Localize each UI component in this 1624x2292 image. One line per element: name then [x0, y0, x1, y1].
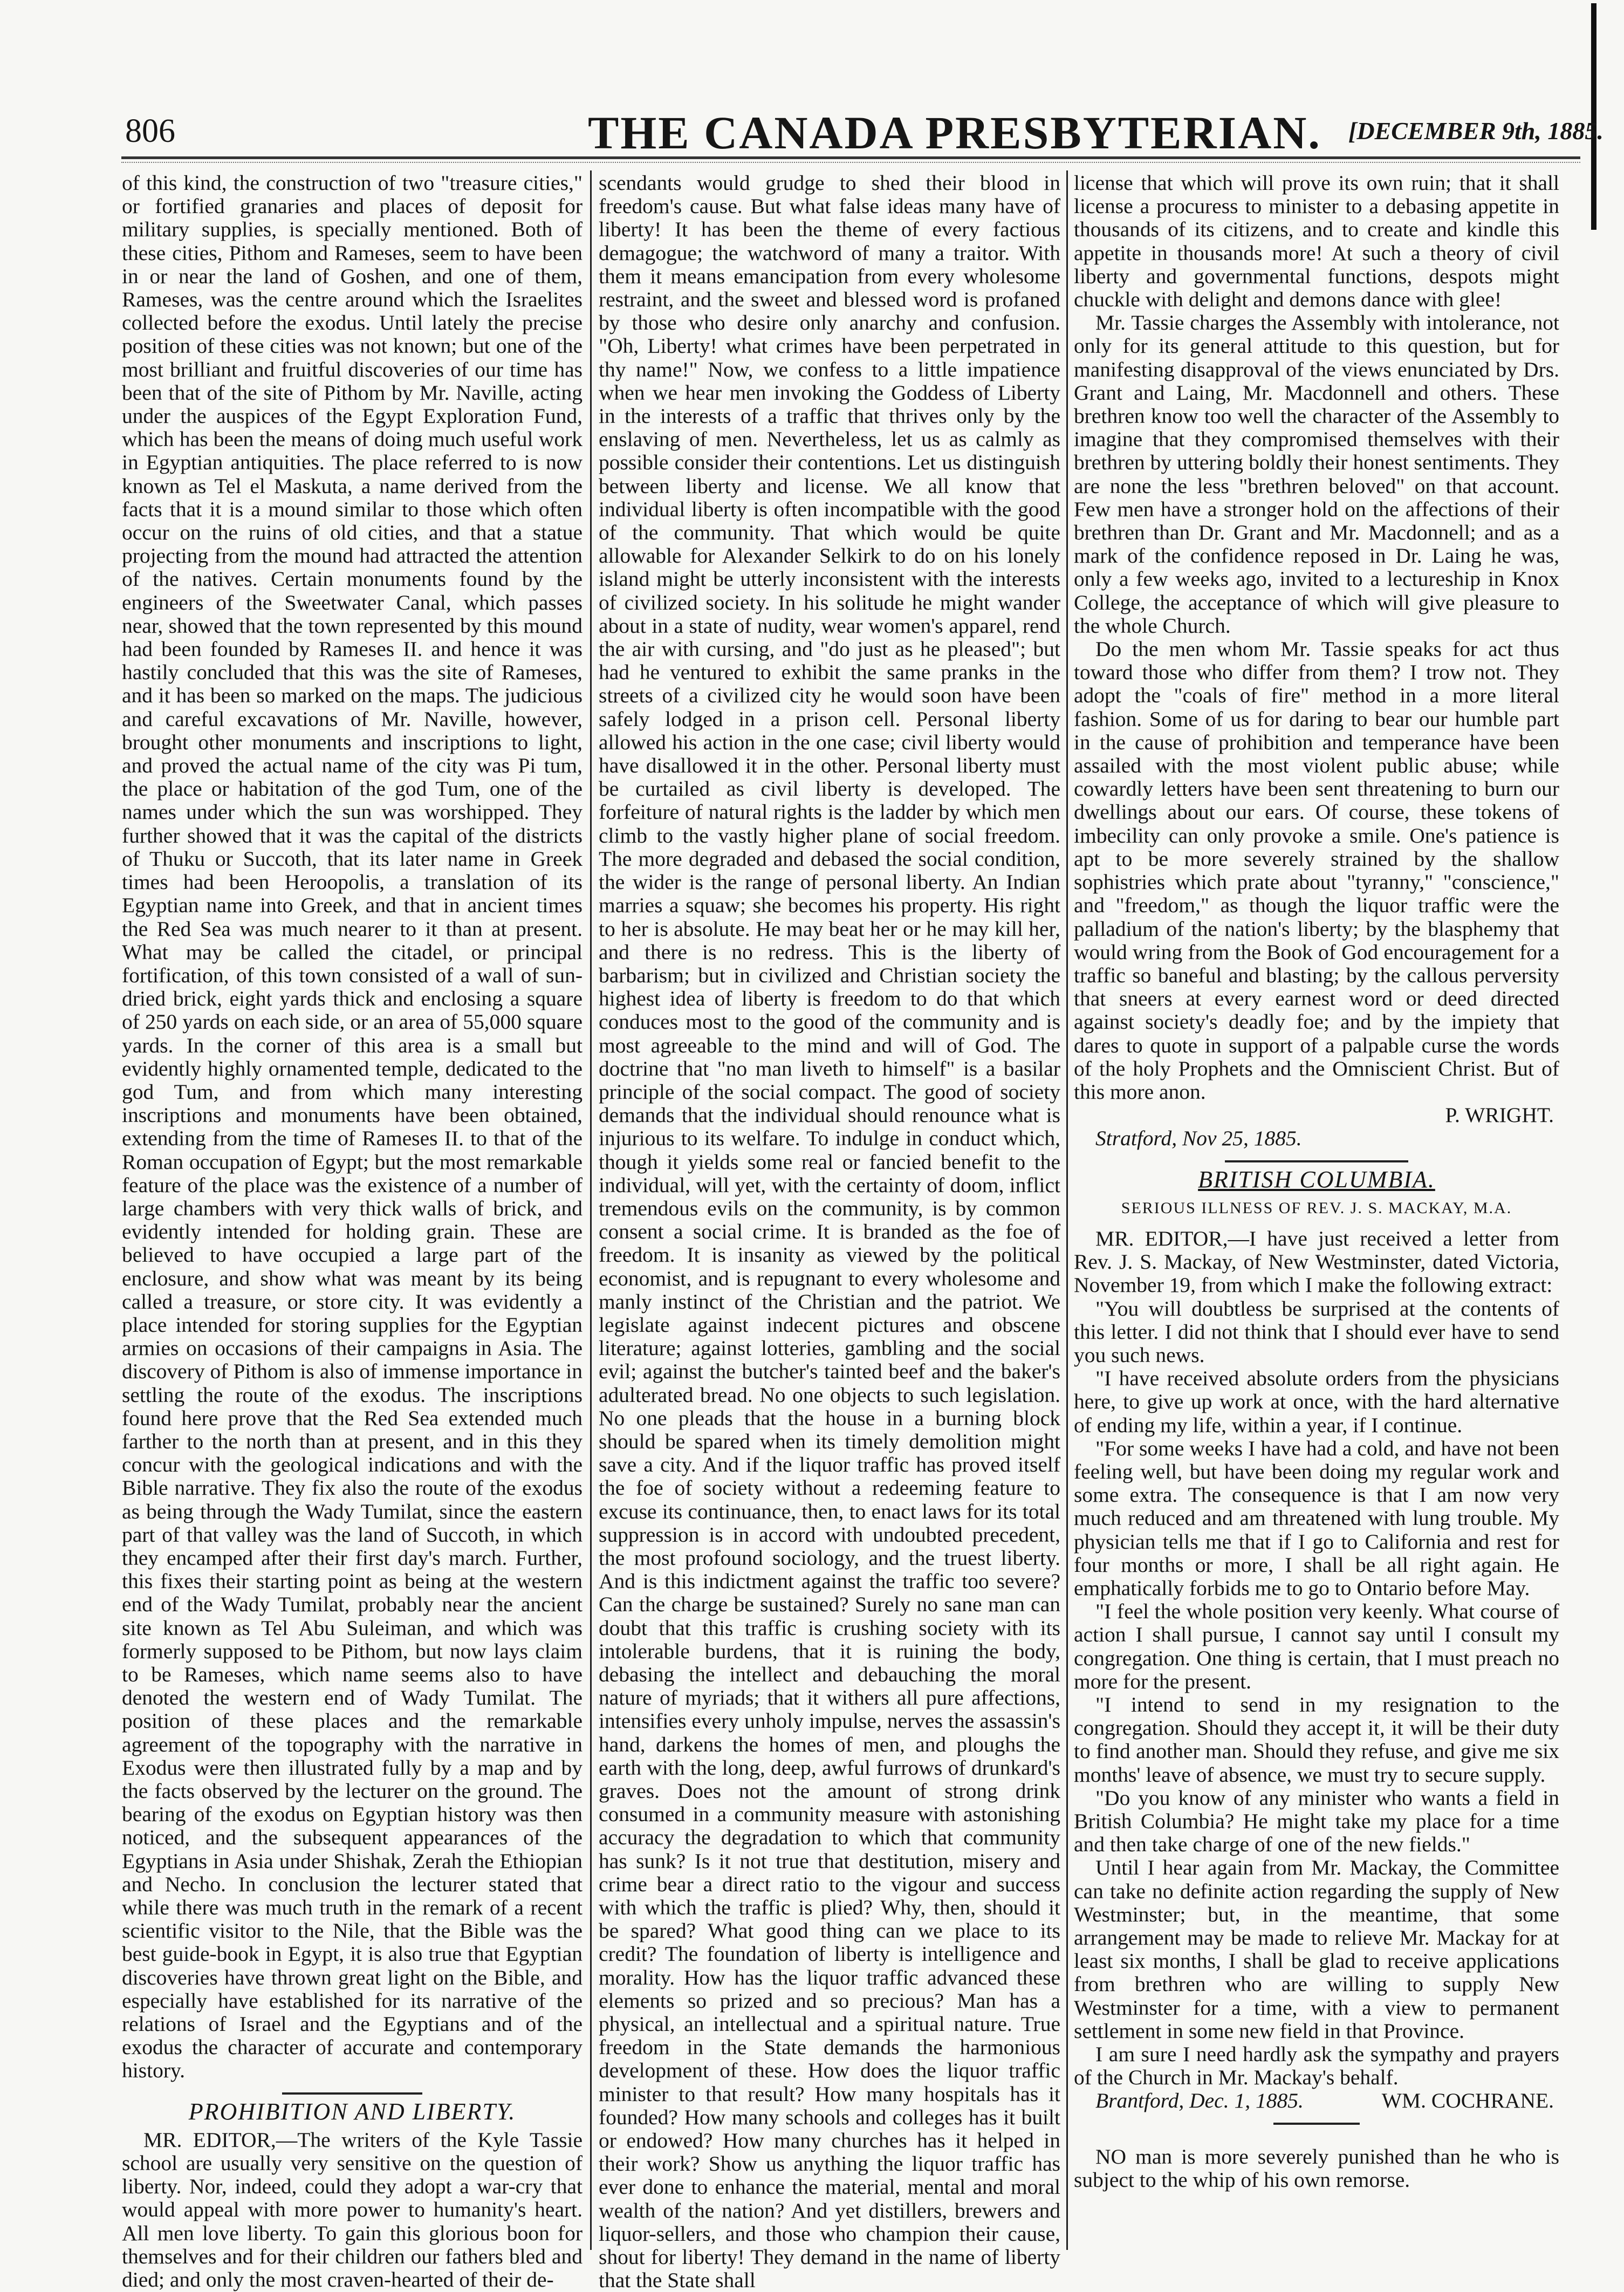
- signature-wright: P. WRIGHT.: [1445, 1103, 1554, 1127]
- signature-cochrane: WM. COCHRANE.: [1381, 2089, 1554, 2113]
- letter-quote: "For some weeks I have had a cold, and have not been feeling well, but have been doing my regular work and some extra. The consequence is that I am now very much reduced and am threatened with lung trouble. My physician tells me that if I go to California and rest for four months or more, I shall be all right again. He emphatically forbids me to go to Ontario before May.: [1074, 1436, 1559, 1600]
- section-rule: [282, 2092, 422, 2095]
- letter-quote: "You will doubtless be surprised at the contents of this letter. I did not think that I should ever have to send you such news.: [1074, 1296, 1559, 1367]
- prohibition-letter-continued: scendants would grudge to shed their blood in freedom's cause. But what false ideas many have of liberty! It has been the theme of every factious demagogue; the watchword of many a traitor. With them it means emancipation from every wholesome restraint, and the sweet and blessed word is profaned by those who desire only anarchy and confusion. "Oh, Liberty! what crimes have been perpetrated in thy name!" Now, we confess to a little impatience when we hear men invoking the Goddess of Liberty in the interests of a traffic that thrives only by the enslaving of men. Nevertheless, let us as calmly as possible consider their contentions. Let us distinguish between liberty and license. We all know that individual liberty is often incompatible with the good of the community. That which would be quite allowable for Alexander Selkirk to do on his lonely island might be utterly inconsistent with the interests of civilized society. In his solitude he might wander about in a state of nudity, wear women's apparel, rend the air with cursing, and "do just as he pleased"; but had he ventured to exhibit the same pranks in the streets of a civilized city he would soon have been safely lodged in a prison cell. Personal liberty allowed his action in the one case; civil liberty would have disallowed it in the other. Personal liberty must be curtailed as civil liberty is developed. The forfeiture of natural rights is the ladder by which men climb to the vastly higher plane of social freedom. The more degraded and debased the social condition, the wider is the range of personal liberty. An Indian marries a squaw; she becomes his property. His right to her is absolute. He may beat her or he may kill her, and there is no redress. This is the liberty of barbarism; but in civilized and Christian society the highest idea of liberty is freedom to do that which conduces most to the good of the community and is most agreeable to the mind and will of God. The doctrine that "no man liveth to himself" is a basilar principle of the social compact. The good of society demands that the individual should renounce what is injurious to its welfare. To indulge in conduct which, though it yields some real or fancied benefit to the individual, will yet, with the certainty of doom, inflict tremendous evils on the community, is by common consent a social crime. It is branded as the foe of freedom. It is insanity as viewed by the political economist, and is repugnant to every wholesome and manly instinct of the Christian and the patriot. We legislate against indecent pictures and obscene literature; against lotteries, gambling and the social evil; against the butcher's tainted beef and the baker's adulterated bread. No one objects to such legislation. No one pleads that the house in a burning block should be spared when its timely demolition might save a city. And if the liquor traffic has proved itself the foe of society without a redeeming feature to excuse its continuance, then, to enact laws for its total suppression is in accord with undoubted precedent, the most profound sociology, and the truest liberty. And is this indictment against the traffic too severe? Can the charge be sustained? Surely no sane man can doubt that this traffic is crushing society with its intolerable burdens, that it is ruining the body, debasing the intellect and debauching the moral nature of myriads; that it withers all pure affections, intensifies every unholy impulse, nerves the assassin's hand, darkens the homes of men, and ploughs the earth with the long, deep, awful furrows of drunkard's graves. Does not the amount of strong drink consumed in a community measure with astonishing accuracy the degradation to which that community has sunk? Is it not true that destitution, misery and crime bear a direct ratio to the vigour and success with which the traffic is plied? Why, then, should it be spared? What good thing can we place to its credit? The foundation of liberty is intelligence and morality. How has the liquor traffic advanced these elements so prized and so precious? Man has a physical, an intellectual and a spiritual nature. True freedom in the State demands the harmonious development of these. How does the liquor traffic minister to that result? How many hospitals has it founded? How many schools and colleges has it built or endowed? How many churches has it helped in their work? Show us anything the liquor traffic has ever done to enhance the material, mental and moral wealth of the nation? And yet distillers, brewers and liquor-sellers, and those who champion their cause, shout for liberty! They demand in the name of liberty that the State shall: [599, 171, 1060, 2292]
- prohibition-paragraph-coals: Do the men whom Mr. Tassie speaks for act thus toward those who differ from them? I trow not. They adopt the "coals of fire" method in a more literal fashion. Some of us for daring to bear our humble part in the cause of prohibition and temperance have been assailed with the most violent public abuse; while cowardly letters have been sent threatening to burn our dwellings about our ears. Of course, these tokens of imbecility can only provoke a smile. One's patience is apt to be more severely strained by the shallow sophistries which prate about "tyranny," "conscience," and "freedom," as though the liquor traffic were the palladium of the nation's liberty; by the blasphemy that would wring from the Book of God encouragement for a traffic so baneful and blasting; by the callous perversity that sneers at every earnest word or deed directed against society's deadly foe; and by the impiety that dares to quote in support of a palpable curse the words of the holy Prophets and the Omniscient Christ. But of this more anon.: [1074, 637, 1559, 1104]
- column-3: [1074, 172, 1559, 2248]
- section-rule: [1273, 2123, 1360, 2125]
- letter-paragraph: I am sure I need hardly ask the sympathy and prayers of the Church in Mr. Mackay's behalf.: [1074, 2042, 1559, 2090]
- prohibition-letter-end: license that which will prove its own ruin; that it shall license a procuress to minister to a debasing appetite in thousands of its citizens, and to create and kindle this appetite in thousands more! At such a theory of civil liberty and governmental functions, despots might chuckle with delight and demons dance with glee!: [1074, 171, 1559, 312]
- section-rule: [1225, 1160, 1408, 1162]
- dateline-stratford: Stratford, Nov 25, 1885.: [1095, 1126, 1302, 1151]
- issue-date: [DECEMBER 9th, 1885.: [1348, 117, 1604, 145]
- dateline-signature-row: [1074, 2089, 1559, 2112]
- letter-quote: "I intend to send in my resignation to the congregation. Should they accept it, it will be their duty to find another man. Should they refuse, and give me six months' leave of absence, we must try to secure supply.: [1074, 1693, 1559, 1787]
- prohibition-paragraph-tassie: Mr. Tassie charges the Assembly with intolerance, not only for its general attitude to this question, but for manifesting disapproval of the views enunciated by Drs. Grant and Laing, Mr. Macdonnell and others. These brethren know too well the character of the Assembly to imagine that they compromised themselves with their brethren by uttering boldly their honest sentiments. They are none the less "brethren beloved" on that account. Few men have a stronger hold on the affections of their brethren than Dr. Grant and Mr. Macdonnell; and as a mark of the confidence reposed in Dr. Laing he was, only a few weeks ago, invited to a lectureship in Knox College, the acceptance of which will give pleasure to the whole Church.: [1074, 311, 1559, 638]
- section-title-british-columbia: BRITISH COLUMBIA.: [1198, 1166, 1435, 1193]
- section-subtitle-mackay: SERIOUS ILLNESS OF REV. J. S. MACKAY, M.A.: [1121, 1199, 1512, 1217]
- letter-quote: "I feel the whole position very keenly. What course of action I shall pursue, I cannot say until I consult my congregation. One thing is certain, that I must preach no more for the present.: [1074, 1599, 1559, 1693]
- prohibition-letter-opening: MR. EDITOR,—The writers of the Kyle Tassie school are usually very sensitive on the question of liberty. Nor, indeed, could they adopt a war-cry that would appeal with more power to humanity's heart. All men love liberty. To gain this glorious boon for themselves and for their children our fathers bled and died; and only the most craven-hearted of their de-: [122, 2127, 583, 2292]
- proverb-remorse: NO man is more severely punished than he who is subject to the whip of his own remorse.: [1074, 2144, 1559, 2192]
- letter-quote: "I have received absolute orders from the physicians here, to give up work at once, with the hard alternative of ending my life, within a year, if I continue.: [1074, 1366, 1559, 1437]
- dateline-brantford: Brantford, Dec. 1, 1885.: [1095, 2089, 1304, 2113]
- letter-quote: "Do you know of any minister who wants a field in British Columbia? He might take my place for a time and then take charge of one of the new fields.": [1074, 1785, 1559, 1857]
- masthead-title: THE CANADA PRESBYTERIAN.: [588, 107, 1321, 159]
- column-1: [122, 171, 583, 2292]
- section-title-prohibition: PROHIBITION AND LIBERTY.: [188, 2098, 516, 2125]
- page-number: 806: [125, 113, 175, 149]
- column-divider-1: [590, 170, 592, 2250]
- letter-intro: MR. EDITOR,—I have just received a letter from Rev. J. S. Mackay, of New Westminster, dated Victoria, November 19, from which I make the following extract:: [1074, 1226, 1559, 1297]
- pithom-article-text: of this kind, the construction of two "treasure cities," or fortified granaries and places of deposit for military supplies, is specially mentioned. Both of these cities, Pithom and Rameses, seem to have been in or near the land of Goshen, and one of them, Rameses, was the centre around which the Israelites collected before the exodus. Until lately the precise position of these cities was not known; but one of the most brilliant and fruitful discoveries of our time has been that of the site of Pithom by Mr. Naville, acting under the auspices of the Egypt Exploration Fund, which has been the means of doing much useful work in Egyptian antiquities. The place referred to is now known as Tel el Maskuta, a name derived from the facts that it is a mound similar to those which often occur on the ruins of old cities, and that a statue projecting from the mound had attracted the attention of the natives. Certain monuments found by the engineers of the Sweetwater Canal, which passes near, showed that the town represented by this mound had been founded by Rameses II. and hence it was hastily concluded that this was the site of Rameses, and it has been so marked on the maps. The judicious and careful excavations of Mr. Naville, however, brought other monuments and inscriptions to light, and proved the actual name of the city was Pi tum, the place or habitation of the god Tum, one of the names under which the sun was worshipped. They further showed that it was the capital of the districts of Thuku or Succoth, that its later name in Greek times had been Heroopolis, a translation of its Egyptian name into Greek, and that in ancient times the Red Sea was much nearer to it than at present. What may be called the citadel, or principal fortification, of this town consisted of a wall of sun-dried brick, eight yards thick and enclosing a square of 250 yards on each side, or an area of 55,000 square yards. In the corner of this area is a small but evidently highly ornamented temple, dedicated to the god Tum, and from which many interesting inscriptions and monuments have been obtained, extending from the time of Rameses II. to that of the Roman occupation of Egypt; but the most remarkable feature of the place was the existence of a number of large chambers with very thick walls of brick, and evidently intended for holding grain. These are believed to have occupied a large part of the enclosure, and show what was meant by its being called a treasure, or store city. It was evidently a place intended for storing supplies for the Egyptian armies on occasions of their campaigns in Asia. The discovery of Pithom is also of immense importance in settling the route of the exodus. The inscriptions found here prove that the Red Sea extended much farther to the north than at present, and in this they concur with the geological indications and with the Bible narrative. They fix also the route of the exodus as being through the Wady Tumilat, since the eastern part of that valley was the land of Succoth, in which they encamped after their first day's march. Further, this fixes their starting point as being at the western end of the Wady Tumilat, probably near the ancient site known as Tel Abu Suleiman, and which was formerly supposed to be Pithom, but now lays claim to be Rameses, which name seems also to have denoted the western end of Wady Tumilat. The position of these places and the remarkable agreement of the topography with the narrative in Exodus were then illustrated fully by a map and by the facts observed by the lecturer on the ground. The bearing of the exodus on Egyptian history was then noticed, and the subsequent appearances of the Egyptians in Asia under Shishak, Zerah the Ethiopian and Necho. In conclusion the lecturer stated that while there was much truth in the remark of a recent scientific visitor to the Nile, that the Bible was the best guide-book in Egypt, it is also true that Egyptian discoveries have thrown great light on the Bible, and especially have established for its narrative of the relations of Israel and the Egyptians and of the exodus the character of accurate and contemporary history.: [122, 171, 583, 2083]
- header-rule: [121, 156, 1580, 159]
- column-2: [599, 171, 1060, 2292]
- letter-paragraph: Until I hear again from Mr. Mackay, the Committee can take no definite action regarding the supply of New Westminster; but, in the meantime, that some arrangement may be made to relieve Mr. Mackay for at least six months, I shall be glad to receive applications from brethren who are willing to supply New Westminster for a time, with a view to permanent settlement in some new field in that Province.: [1074, 1856, 1559, 2043]
- column-divider-2: [1066, 170, 1068, 2250]
- header-rule-dotted: [121, 162, 1580, 163]
